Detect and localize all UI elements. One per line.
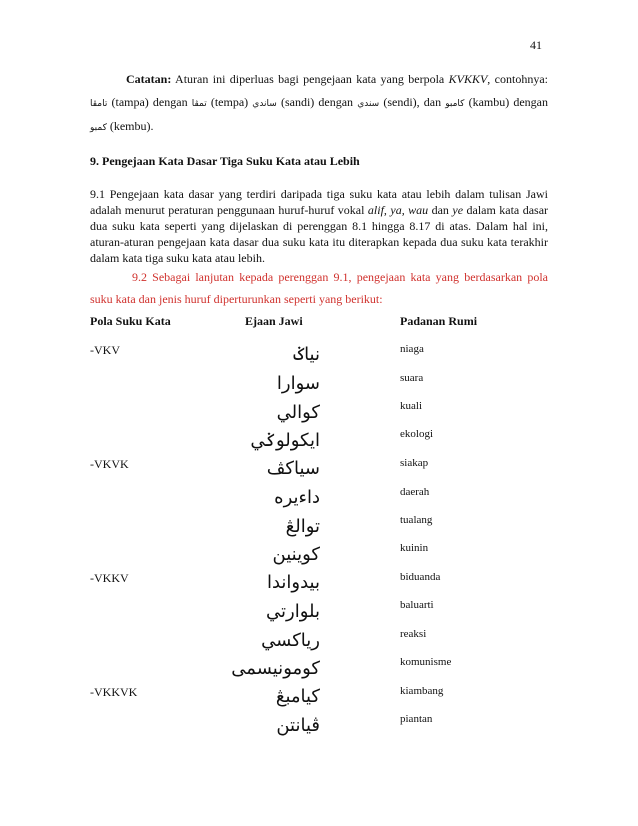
jawi-word: بلوارتي bbox=[266, 601, 320, 622]
jawi-word: بيدواندا bbox=[266, 572, 320, 593]
rumi-word: kiambang bbox=[400, 685, 444, 697]
jawi-word: کومونيسمى bbox=[231, 658, 320, 679]
rumi-word: siakap bbox=[400, 457, 429, 469]
jawi-word: ايکولوݢي bbox=[250, 430, 320, 451]
note-text: (kambu) dengan bbox=[464, 94, 548, 109]
jawi-word: سوارا bbox=[276, 373, 320, 394]
rumi-word: kuali bbox=[400, 400, 422, 412]
jawi-word: سياکڤ bbox=[266, 458, 320, 479]
jawi-word: نياݢ bbox=[293, 344, 320, 365]
column-header-rumi: Padanan Rumi bbox=[400, 314, 478, 328]
jawi-example: تمڤا bbox=[191, 98, 207, 109]
vowel-names: alif, ya, wau bbox=[367, 203, 429, 217]
note-pattern: KVKKV bbox=[448, 72, 488, 86]
jawi-example: سندي bbox=[357, 98, 380, 109]
rumi-word: piantan bbox=[400, 713, 433, 725]
paragraph-text: 9.1 Pengejaan kata dasar yang terdiri daripada tiga suku kata atau lebih dalam tulisan Jawi adalah menurut peraturan penggunaan huruf-huruf vokal bbox=[90, 187, 548, 217]
catatan-note bbox=[90, 68, 548, 140]
column-header-jawi: Ejaan Jawi bbox=[245, 314, 303, 328]
jawi-example: ساندي bbox=[252, 98, 277, 109]
rumi-word: baluarti bbox=[400, 599, 434, 611]
pattern-label: -VKKV bbox=[90, 571, 129, 585]
paragraph-9-1 bbox=[90, 186, 548, 266]
pattern-label: -VKVK bbox=[90, 457, 129, 471]
jawi-word: کيامبڠ bbox=[275, 686, 320, 707]
vowel-ye: ye bbox=[452, 203, 464, 217]
rumi-word: tualang bbox=[400, 514, 433, 526]
jawi-word: ڤيانتن bbox=[276, 715, 320, 736]
jawi-example: کامبو bbox=[445, 98, 465, 109]
jawi-word: توالڠ bbox=[285, 516, 320, 537]
jawi-word: کوينين bbox=[272, 544, 320, 565]
rumi-word: ekologi bbox=[400, 428, 433, 440]
note-text: (tampa) dengan bbox=[107, 94, 192, 109]
note-text: (tempa) bbox=[206, 94, 253, 109]
rumi-word: kuinin bbox=[400, 542, 429, 554]
pattern-label: -VKKVK bbox=[90, 685, 138, 699]
section-heading: 9. Pengejaan Kata Dasar Tiga Suku Kata atau Lebih bbox=[90, 154, 360, 168]
rumi-word: niaga bbox=[400, 343, 424, 355]
rumi-word: biduanda bbox=[400, 571, 441, 583]
jawi-example: تامڤا bbox=[90, 98, 108, 109]
paragraph-text: dalam kata dasar dua suku kata seperti yang dijelaskan di perenggan 8.1 hingga 8.17 di atas. Dalam hal ini, aturan-aturan pengejaan kata dasar dua suku kata itu diterapkan kepada dua suku kata terakhir dalam kata tiga suku kata atau lebih. bbox=[90, 203, 549, 265]
note-text: , contohnya: bbox=[487, 72, 548, 86]
column-header-pola: Pola Suku Kata bbox=[90, 314, 171, 328]
rumi-word: suara bbox=[400, 372, 424, 384]
paragraph-9-2 bbox=[90, 266, 548, 310]
rumi-word: komunisme bbox=[400, 656, 452, 668]
jawi-word: داءيره bbox=[274, 487, 320, 508]
rumi-word: reaksi bbox=[400, 628, 427, 640]
jawi-word: رياکسي bbox=[261, 630, 320, 651]
note-label: Catatan: bbox=[126, 72, 172, 86]
page-number: 41 bbox=[530, 38, 542, 52]
paragraph-text: 9.2 Sebagai lanjutan kepada perenggan 9.1, pengejaan kata yang berdasarkan pola suku kata dan jenis huruf diperturunkan seperti yang berikut: bbox=[90, 270, 548, 306]
jawi-word: کوالي bbox=[276, 402, 320, 423]
note-text: (kembu). bbox=[106, 119, 154, 133]
jawi-example: کمبو bbox=[90, 123, 107, 133]
note-text: Aturan ini diperluas bagi pengejaan kata yang berpola bbox=[171, 72, 449, 86]
paragraph-text: dan bbox=[428, 203, 453, 217]
note-text: (sendi), dan bbox=[379, 94, 446, 109]
pattern-label: -VKV bbox=[90, 343, 120, 357]
note-text: (sandi) dengan bbox=[276, 94, 358, 109]
rumi-word: daerah bbox=[400, 486, 430, 498]
